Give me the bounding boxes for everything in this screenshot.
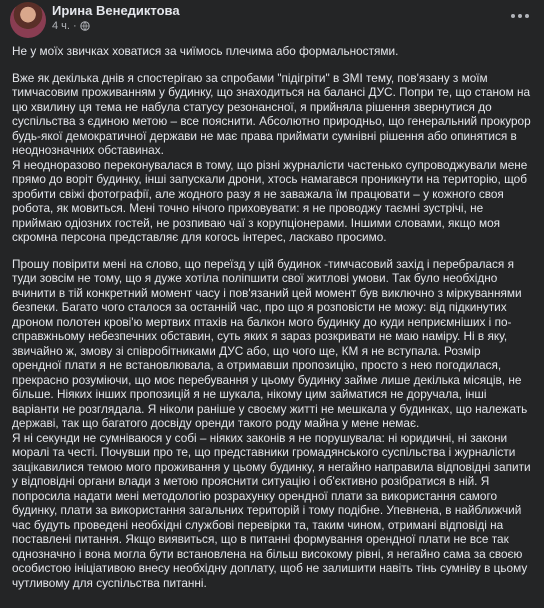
author-avatar[interactable] [10, 2, 46, 38]
post-paragraph-1: Не у моїх звичках ховатися за чиїмось плечима або формальностями. [12, 44, 399, 58]
post-paragraph-2: Вже як декілька днів я спостерігаю за спробами "підігріти" в ЗМІ тему, пов'язану з моїм тимчасовим проживанням у будинку, що знаходиться на балансі ДУС. Попри те, що станом на цю хвилину ця тема не набула статусу резонансної, я прийняла рішення звернутися до суспільства з єдиною метою – все пояснити. Абсолютно природньо, що генеральний прокурор будь-якої демократичної держави не має права приймати сумнівні рішення або опинятися в неоднозначних обставинах. [12, 70, 531, 157]
post-meta: 4 ч. · [52, 20, 90, 32]
author-name[interactable]: Ирина Венедиктова [52, 3, 180, 18]
post-text [12, 44, 532, 590]
post-paragraph-3: Я неодноразово переконувалася в тому, що різні журналісти частенько супроводжували мене прямо до воріт будинку, інші запускали дрони, хтось намагався проникнути на територію, щоб зробити свіжі фотографії, але жодного разу я не заважала їм працювати – у кожного своя робота, як мовиться. Мені точно нічого приховувати: я не проводжу таємні зустрічі, не приймаю одіозних гостей, не розпиваю чаї з корупціонерами. Іншими словами, якщо моя скромна персона представляє для когось інтерес, ласкаво просимо. [12, 157, 528, 244]
globe-icon [80, 21, 90, 31]
post-time[interactable]: 4 ч. [52, 20, 70, 32]
more-options-icon[interactable] [506, 4, 534, 28]
post-header [0, 0, 544, 38]
post-paragraph-5: Я ні секунди не сумніваюся у собі – ніяких законів я не порушувала: ні юридичні, ні закони моралі та честі. Почувши про те, що представники громадянського суспільства і журналісти зацікавилися темою мого проживання у цьому будинку, я негайно направила відповідні запити у відповідні органи влади з метою прояснити ситуацію і об'єктивно розібратися в ній. Я попросила надати мені методологію розрахунку орендної плати за використання самого будинку, плати за використання загальних територій і тому подібне. Упевнена, в найближчий час будуть проведені необхідні службові перевірки та, таким чином, отримані відповіді на поставлені питання. Якщо виявиться, що в питанні формування орендної плати не все так однозначно і вона могла бути встановлена на більш високому рівні, я негайно сама за своєю особистою ініціативою внесу необхідну доплату, щоб не залишити навіть тінь сумніву в цьому чутливому для суспільства питанні. [12, 430, 531, 590]
post-paragraph-4: Прошу повірити мені на слово, що переїзд у цій будинок -тимчасовий захід і перебралася я туди зовсім не тому, що я дуже хотіла поліпшити свої житлові умови. Так було необхідно вчинити в тій конкретний момент часу і пов'язаний цей момент був виключно з міркуваннями безпеки. Багато чого сталося за останній час, про що я розповісти не можу: від підкинутих дроном полотен крові'ю мертвих птахів на балкон мого будинку до куди неприємніших і по-справжньому небезпечних обставин, суть яких я зараз розкривати не маю наміру. Ні в яку, звичайно ж, змову зі співробітниками ДУС або, що чого ще, КМ я не вступала. Розмір орендної плати я не встановлювала, а отримавши пропозицію, просто з нею погодилася, прекрасно розуміючи, що моє перебування у цьому будинку займе лише декілька місяців, не більше. Ніяких інших пропозицій я не шукала, нікому цим займатися не доручала, інші варіанти не розглядала. Я ніколи раніше у своєму житті не мешкала у будинках, що належать державі, так що багатого досвіду оренди такого роду майна у мене немає. [12, 256, 528, 430]
